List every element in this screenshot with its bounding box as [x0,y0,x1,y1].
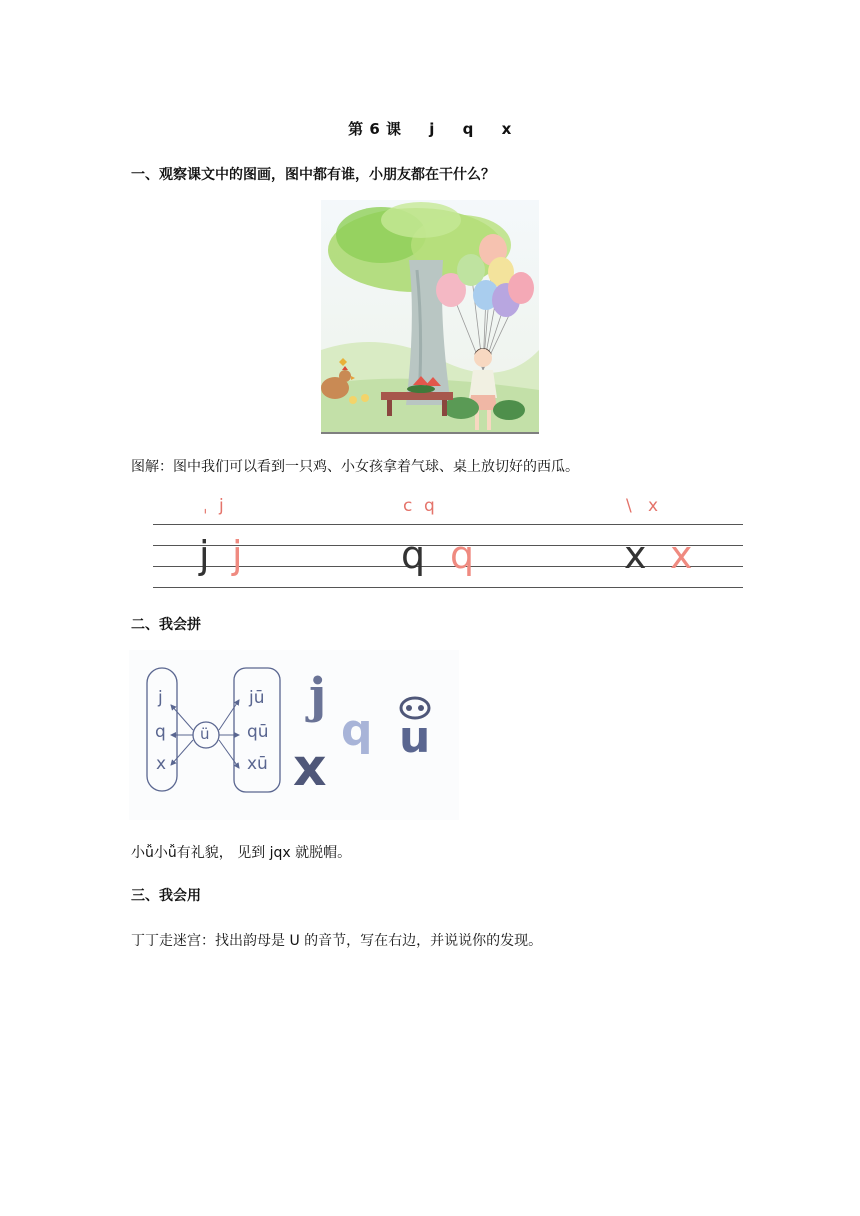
title-letter-q: q [462,120,474,138]
practice-letter-j-red: j [232,533,243,577]
cartoon-letter-u: u [399,712,431,763]
section2-heading: 二、我会拼 [131,617,201,633]
vowel-u-umlaut: ü [200,725,210,743]
writing-line-top [153,524,743,525]
hat-icon [397,690,433,720]
stroke-guide-q-1: c [403,496,413,516]
lesson-illustration [321,200,539,436]
practice-letter-q-black: q [401,533,426,577]
title-letter-x: x [501,120,512,138]
lesson-number: 第 6 课 [348,120,402,138]
lesson-title [0,118,860,139]
practice-letter-q-red: q [450,533,475,577]
writing-line-bottom [153,587,743,588]
syllable-qu: qū [247,722,269,742]
initial-x: x [156,754,167,774]
initial-j: j [158,688,163,708]
practice-letter-x-red: x [670,533,693,577]
cartoon-letter-j: j [309,668,327,724]
syllable-xu: xū [247,754,268,774]
stroke-guide-j-2: j [219,496,224,516]
section3-heading: 三、我会用 [131,888,201,904]
stroke-guide-x-1: \ [626,496,632,516]
cartoon-letter-x: x [293,738,327,798]
pinyin-diagram [129,650,459,820]
illustration-caption: 图解：图中我们可以看到一只鸡、小女孩拿着气球、桌上放切好的西瓜。 [131,459,579,475]
stroke-guide-x-2: x [648,496,659,516]
maze-task: 丁丁走迷宫：找出韵母是 U 的音节，写在右边，并说说你的发现。 [131,933,543,949]
cartoon-letter-q: q [341,705,373,756]
practice-letter-x-black: x [624,533,647,577]
initial-q: q [155,722,166,742]
practice-letter-j-black: j [199,533,210,577]
stroke-guide-q-2: q [424,496,435,516]
rhyme-text: 小ǚ小ǚ有礼貌， 见到 jqx 就脱帽。 [131,845,352,861]
stroke-guide-j-1: ˌ [203,496,208,516]
title-letter-j: j [429,120,435,138]
syllable-ju: jū [249,688,265,708]
section1-heading: 一、观察课文中的图画，图中都有谁，小朋友都在干什么？ [131,167,495,183]
